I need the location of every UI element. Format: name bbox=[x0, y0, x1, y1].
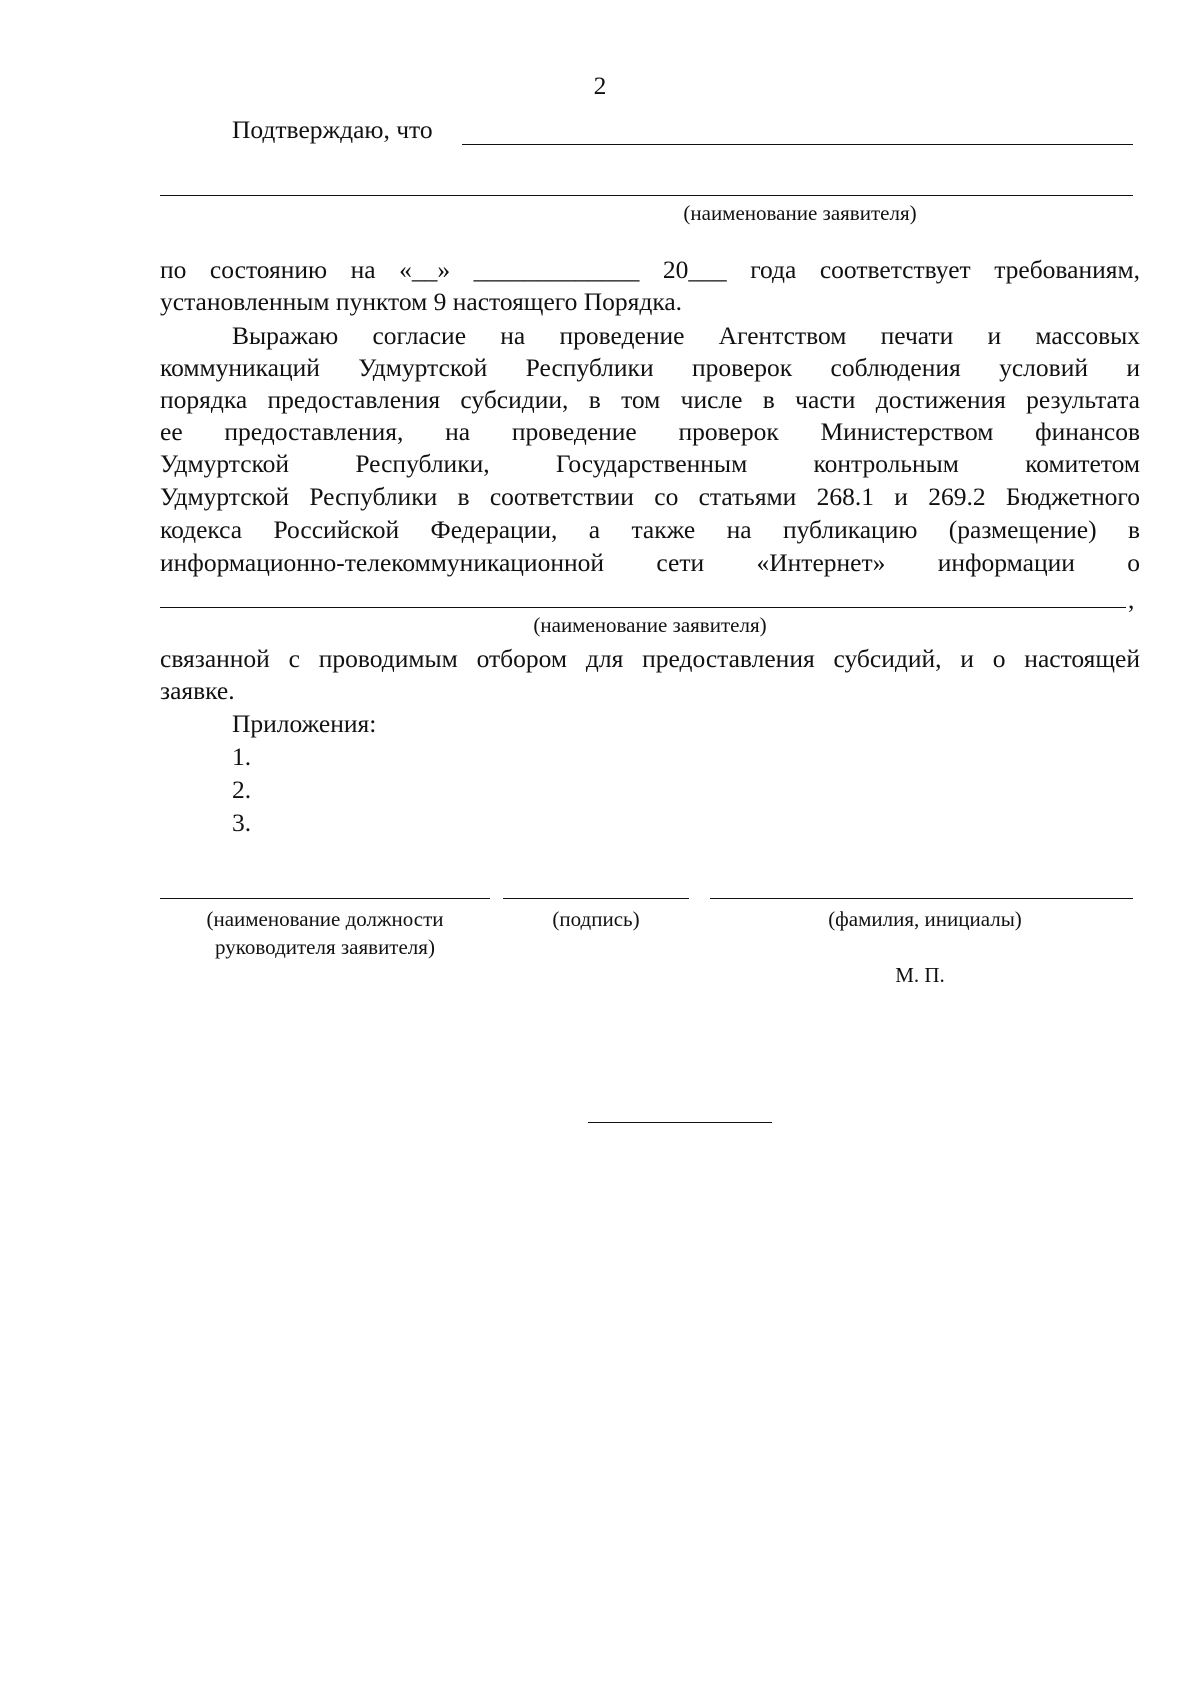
applicant-caption-1: (наименование заявителя) bbox=[683, 201, 917, 225]
blank-comma: , bbox=[1128, 585, 1135, 614]
applicant-name-blank-3 bbox=[160, 607, 1126, 608]
page-number: 2 bbox=[593, 71, 607, 100]
position-caption-1: (наименование должности bbox=[206, 907, 444, 931]
name-caption: (фамилия, инициалы) bbox=[828, 907, 1022, 931]
attachment-item-1: 1. bbox=[232, 742, 252, 771]
consent-after-line-2: заявке. bbox=[160, 676, 235, 705]
applicant-name-blank-2 bbox=[160, 195, 1133, 196]
confirm-prefix: Подтверждаю, что bbox=[232, 115, 433, 144]
consent-line-2: коммуникаций Удмуртской Республики проверок соблюдения условий и bbox=[160, 353, 1140, 382]
applicant-name-blank-1 bbox=[462, 144, 1133, 145]
signature-blank bbox=[503, 898, 689, 899]
attachment-item-3: 3. bbox=[232, 808, 252, 837]
consent-line-6: Удмуртской Республики в соответствии со статьями 268.1 и 269.2 Бюджетного bbox=[160, 482, 1140, 511]
name-blank bbox=[710, 898, 1133, 899]
state-line-1-text: по состоянию на «__» _____________ 20___ года соответствует требованиям, bbox=[160, 255, 1140, 284]
state-line-1 bbox=[160, 254, 1140, 286]
position-caption-2: руководителя заявителя) bbox=[215, 935, 435, 959]
consent-after-line-1: связанной с проводимым отбором для предоставления субсидий, и о настоящей bbox=[160, 644, 1140, 673]
consent-line-1: Выражаю согласие на проведение Агентством печати и массовых bbox=[232, 321, 1140, 350]
consent-line-4: ее предоставления, на проведение проверок Министерством финансов bbox=[160, 417, 1140, 446]
state-line-2: установленным пунктом 9 настоящего Порядка. bbox=[160, 287, 683, 316]
stamp-place: М. П. bbox=[895, 963, 945, 987]
applicant-caption-2: (наименование заявителя) bbox=[533, 613, 767, 637]
consent-line-5: Удмуртской Республики, Государственным контрольным комитетом bbox=[160, 449, 1140, 478]
consent-line-7: кодекса Российской Федерации, а также на публикацию (размещение) в bbox=[160, 515, 1140, 544]
position-blank bbox=[160, 898, 490, 899]
attachment-item-2: 2. bbox=[232, 775, 252, 804]
signature-caption: (подпись) bbox=[552, 907, 640, 931]
attachments-title: Приложения: bbox=[232, 709, 377, 738]
consent-line-8: информационно-телекоммуникационной сети «Интернет» информации о bbox=[160, 548, 1140, 577]
consent-line-3: порядка предоставления субсидии, в том числе в части достижения результата bbox=[160, 385, 1140, 414]
end-rule bbox=[588, 1122, 772, 1123]
